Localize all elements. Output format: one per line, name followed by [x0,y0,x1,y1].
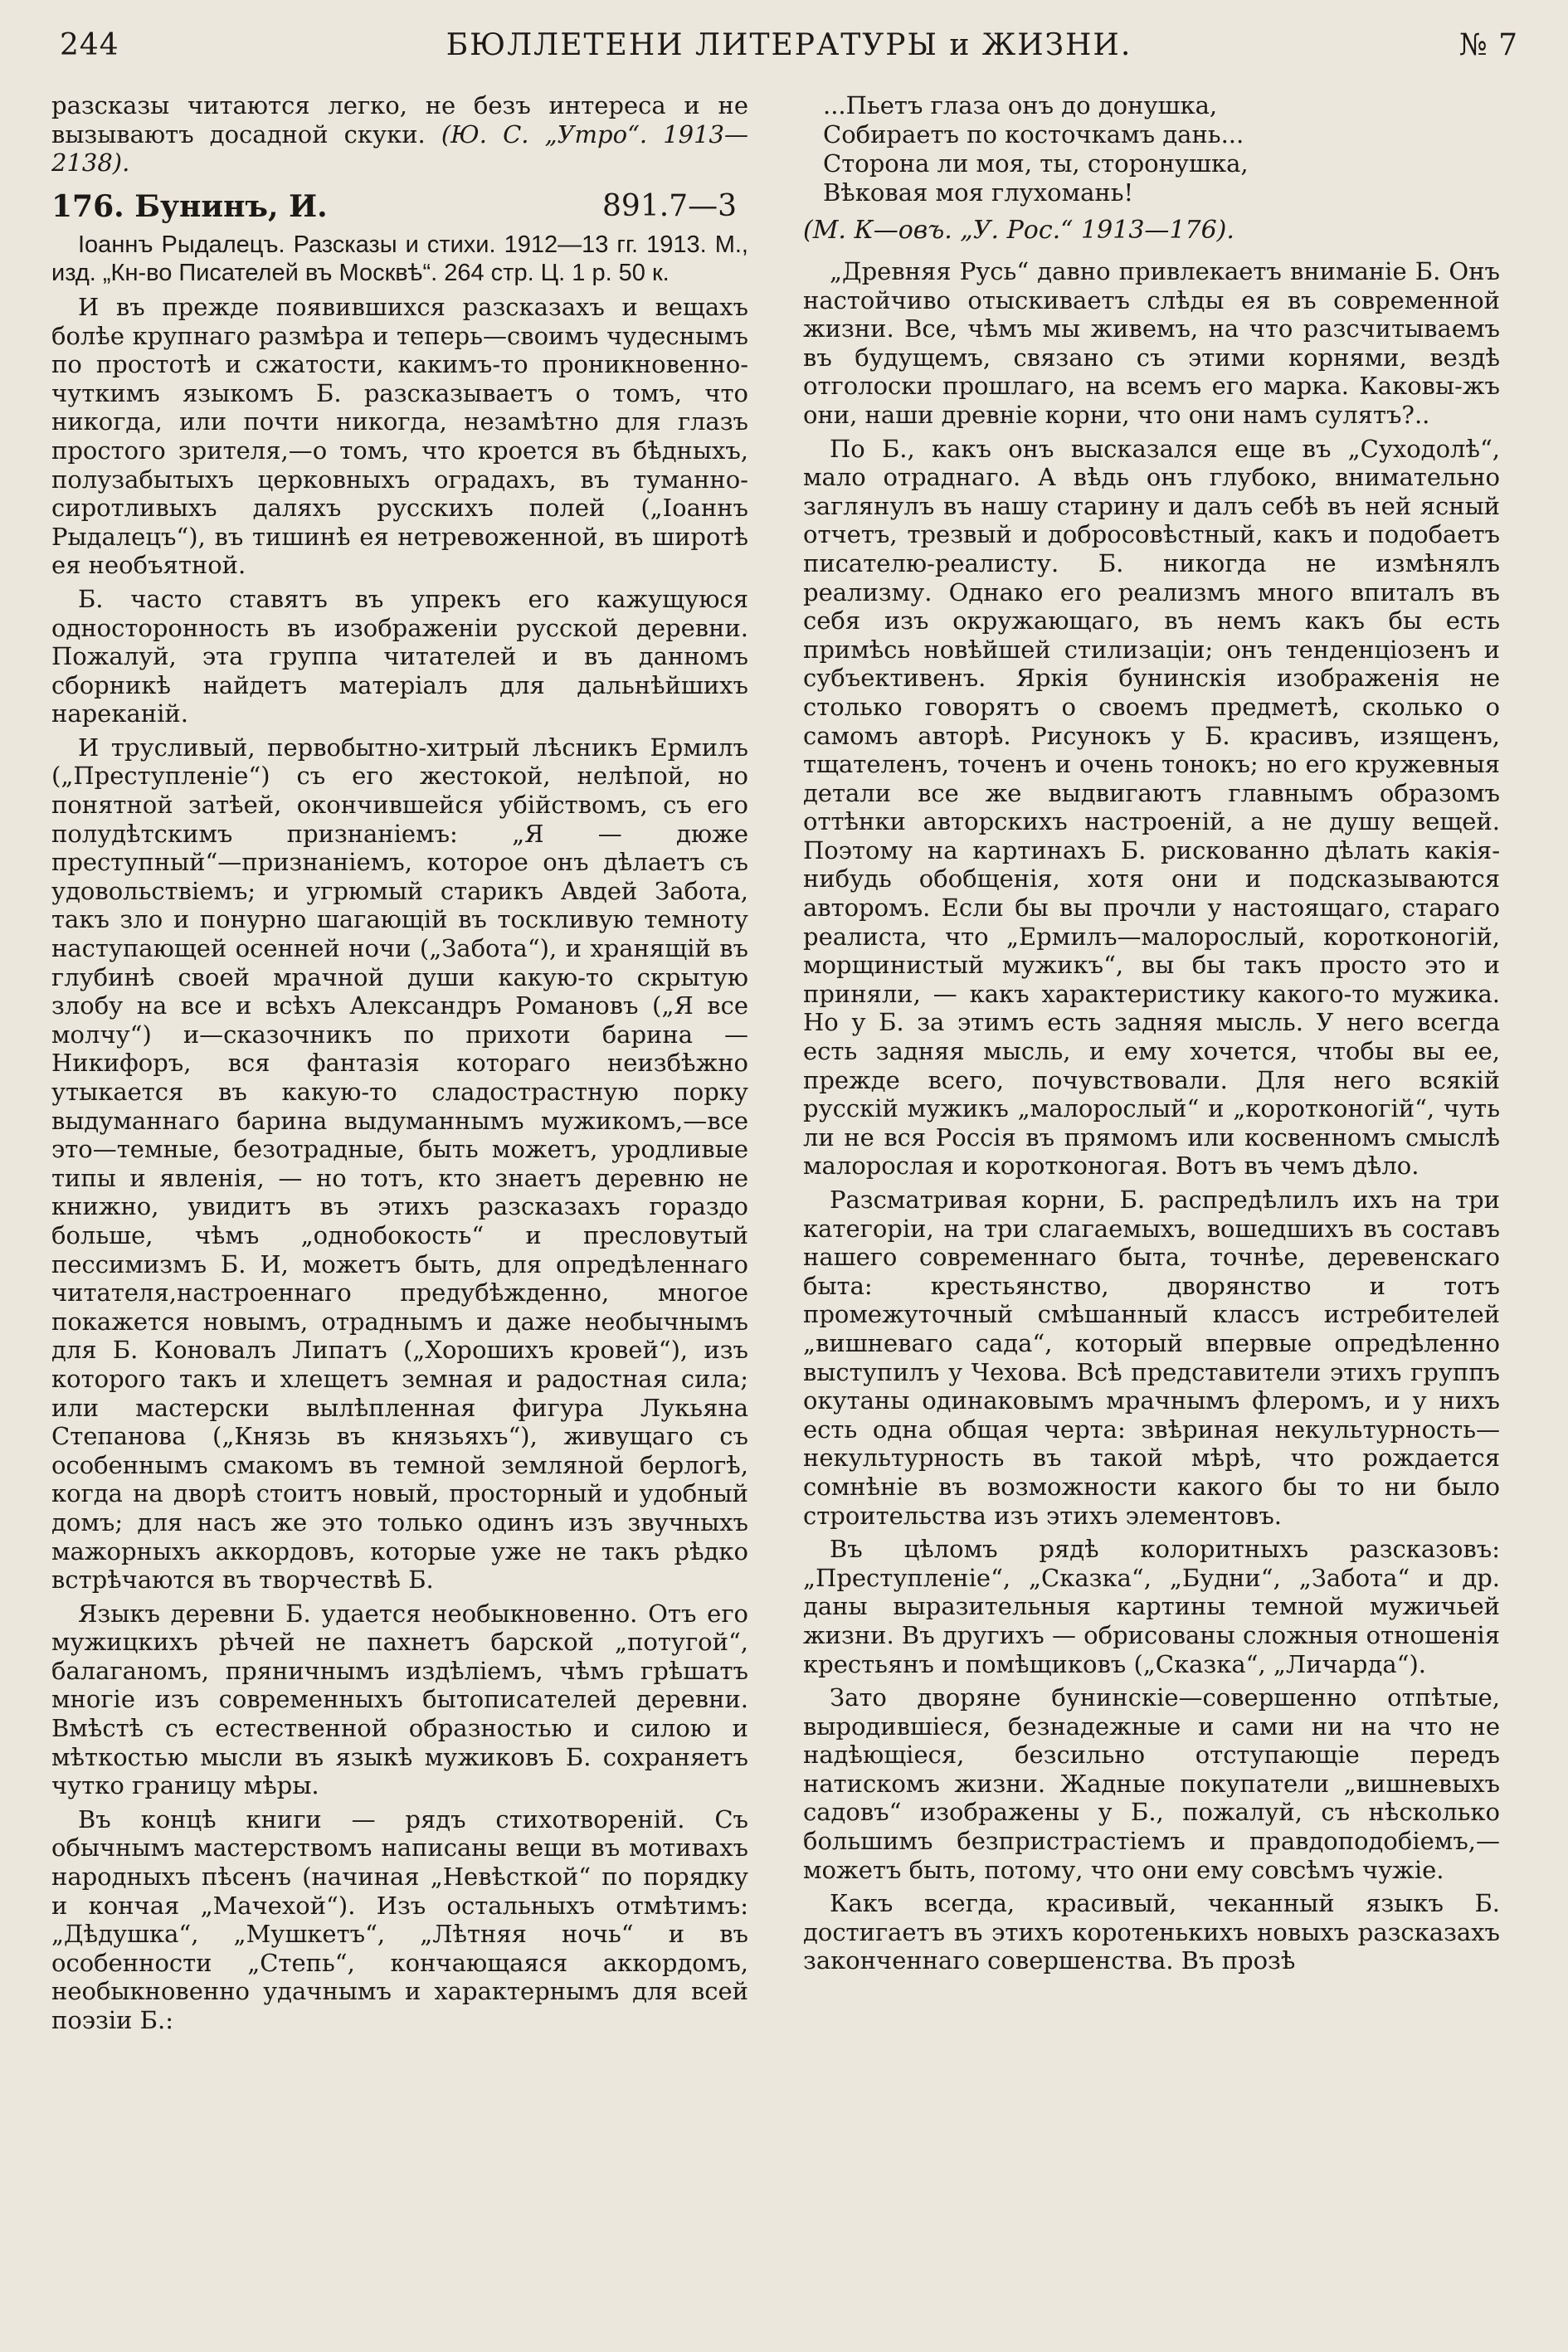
review-paragraph: И трусливый, первобытно-хитрый лѣсникъ Ермилъ („Преступленіе“) съ его жестокой, нелѣпой, но понятной затѣей, окончившейся убійствомъ, съ его полудѣтскимъ признаніемъ: „Я — дюже преступный“—признаніемъ, которое онъ дѣлаетъ съ удовольствіемъ; и угрюмый старикъ Авдей Забота, такъ зло и понурно шагающій въ тоскливую темноту наступающей осенней ночи („Забота“), и хранящій въ глубинѣ своей мрачной души какую-то скрытую злобу на все и всѣхъ Александръ Романовъ („Я все молчу“) и—сказочникъ по прихоти барина — Никифоръ, вся фантазія котораго неизбѣжно утыкается въ какую-то сладострастную порку выдуманнаго барина выдуманнымъ мужикомъ,—все это—темные, безотрадные, быть можетъ, уродливые типы и явленія, — но тотъ, кто знаетъ деревню не книжно, увидитъ въ этихъ разсказахъ гораздо больше, чѣмъ „однобокость“ и пресловутый пессимизмъ Б. И, можетъ быть, для опредѣленнаго читателя,настроеннаго предубѣжденно, многое покажется новымъ, отраднымъ и даже необычнымъ для Б. Коновалъ Липатъ („Хорошихъ кровей“), изъ которого такъ и хлещетъ земная и радостная сила; или мастерски вылѣпленная фигура Лукьяна Степанова („Князь въ князьяхъ“), живущаго съ особеннымъ смакомъ въ темной земляной берлогѣ, когда на дворѣ стоитъ новый, просторный и удобный домъ; для насъ же это только одинъ изъ звучныхъ мажорныхъ аккордовъ, которые уже не такъ рѣдко встрѣчаются въ творчествѣ Б. [51,733,748,1595]
entry-title: 176. Бунинъ, И. [51,188,328,224]
previous-review-end [51,91,748,178]
review-paragraph: Зато дворяне бунинскіе—совершенно отпѣтые, выродившіеся, безнадежные и сами ни на что не надѣющіеся, безсильно отступающіе передъ натискомъ жизни. Жадные покупатели „вишневыхъ садовъ“ изображены у Б., пожалуй, съ нѣсколько большимъ безпристрастіемъ и правдоподобіемъ,—можетъ быть, потому, что они ему совсѣмъ чужіе. [803,1683,1500,1884]
review-paragraph: Въ цѣломъ рядѣ колоритныхъ разсказовъ: „Преступленіе“, „Сказка“, „Будни“, „Забота“ и др. даны выразительныя картины темной мужичьей жизни. Въ другихъ — обрисованы сложныя отношенія крестьянъ и помѣщиковъ („Сказка“, „Личарда“). [803,1535,1500,1678]
review-paragraph: Въ концѣ книги — рядъ стихотвореній. Съ обычнымъ мастерствомъ написаны вещи въ мотивахъ народныхъ пѣсенъ (начиная „Невѣсткой“ по порядку и кончая „Мачехой“). Изъ остальныхъ отмѣтимъ: „Дѣдушка“, „Мушкетъ“, „Лѣтняя ночь“ и въ особенности „Степь“, кончающаяся аккордомъ, необыкновенно удачнымъ и характернымъ для всей поэзіи Б.: [51,1804,748,2034]
poem-quote [823,91,1500,207]
entry-classification: 891.7—3 [602,188,737,223]
previous-review-source: (Ю. С. „Утро“. 1913—2138). [51,119,749,178]
poem-line: ...Пьетъ глаза онъ до донушка, [823,91,1218,119]
review-paragraph: По Б., какъ онъ высказался еще въ „Суходолѣ“, мало отраднаго. А вѣдь онъ глубоко, внимательно заглянулъ въ нашу старину и далъ себѣ въ ней ясный отчетъ, трезвый и добросовѣстный, какъ и подобаетъ писателю-реалисту. Б. никогда не измѣнялъ реализму. Однако его реализмъ много впиталъ въ себя изъ окружающаго, въ немъ какъ бы есть примѣсь новѣйшей стилизаціи; онъ тенденціозенъ и субъективенъ. Яркія бунинскія изображенія не столько говорятъ о своемъ предметѣ, сколько о самомъ авторѣ. Рисунокъ у Б. красивъ, изященъ, тщателенъ, точенъ и очень тонокъ; но его кружевныя детали все же выдвигаютъ главнымъ образомъ оттѣнки авторскихъ настроеній, а не душу вещей. Поэтому на картинахъ Б. рискованно дѣлать какія-нибудь обобщенія, хотя они и подсказываются авторомъ. Если бы вы прочли у настоящаго, стараго реалиста, что „Ермилъ—малорослый, коротконогій, морщинистый мужикъ“, вы бы такъ просто это и приняли, — какъ характеристику какого-то мужика. Но у Б. за этимъ есть задняя мысль. У него всегда есть задняя мысль, и ему хочется, чтобы вы ее, прежде всего, почувствовали. Для него всякій русскій мужикъ „малорослый“ и „коротконогій“, чуть ли не вся Россія въ прямомъ или косвенномъ смыслѣ малорослая и коротконогая. Вотъ въ чемъ дѣло. [803,434,1500,1181]
review-paragraph: „Древняя Русь“ давно привлекаетъ вниманіе Б. Онъ настойчиво отыскиваетъ слѣды ея въ современной жизни. Все, чѣмъ мы живемъ, на что разсчитываемъ въ будущемъ, связано съ этими корнями, вездѣ отголоски прошлаго, на всемъ его марка. Каковы-жъ они, наши древніе корни, что они намъ сулятъ?.. [803,257,1500,429]
left-column [51,91,748,2040]
right-column [803,91,1500,1980]
review-paragraph: Б. часто ставятъ въ упрекъ его кажущуюся односторонность въ изображеніи русской деревни. Пожалуй, эта группа читателей и въ данномъ сборникѣ найдетъ матеріалъ для дальнѣйшихъ нареканій. [51,584,748,728]
review-paragraph: Языкъ деревни Б. удается необыкновенно. Отъ его мужицкихъ рѣчей не пахнетъ барской „потугой“, балаганомъ, пряничнымъ издѣліемъ, чѣмъ грѣшатъ многіе изъ современныхъ бытописателей деревни. Вмѣстѣ съ естественной образностью и силою и мѣткостью мысли въ языкѣ мужиковъ Б. сохраняетъ чутко границу мѣры. [51,1599,748,1800]
running-header [60,23,1518,70]
bibliographic-record: Іоаннъ Рыдалецъ. Разсказы и стихи. 1912—13 гг. 1913. М., изд. „Кн-во Писателей въ Москвѣ“. 264 стр. Ц. 1 р. 50 к. [51,231,748,287]
poem-line: Сторона ли моя, ты, сторонушка, [823,149,1249,178]
poem-line: Вѣковая моя глухомань! [823,178,1134,207]
review-paragraph: Какъ всегда, красивый, чеканный языкъ Б. достигаетъ въ этихъ коротенькихъ новыхъ разсказахъ законченнаго совершенства. Въ прозѣ [803,1889,1500,1975]
poem-line: Собираетъ по косточкамъ дань... [823,120,1244,149]
entry-heading [51,189,748,227]
review-paragraph: Разсматривая корни, Б. распредѣлилъ ихъ на три категоріи, на три слагаемыхъ, вошедшихъ въ составъ нашего современнаго быта, точнѣе, деревенскаго быта: крестьянство, дворянство и тотъ промежуточный смѣшанный классъ истребителей „вишневаго сада“, который впервые опредѣленно выступилъ у Чехова. Всѣ представители этихъ группъ окутаны одинаковымъ мрачнымъ флеромъ, и у нихъ есть одна общая черта: звѣриная некультурность—некультурность въ такой мѣрѣ, что рождается сомнѣніе въ возможности какого бы то ни было строительства изъ этихъ элементовъ. [803,1186,1500,1530]
issue-number: № 7 [1458,28,1518,62]
review-paragraph: И въ прежде появившихся разсказахъ и вещахъ болѣе крупнаго размѣра и теперь—своимъ чудеснымъ по простотѣ и сжатости, какимъ-то проникновенно-чуткимъ языкомъ Б. разсказываетъ о томъ, что никогда, или почти никогда, незамѣтно для глазъ простого зрителя,—о томъ, что кроется въ бѣдныхъ, полузабытыхъ церковныхъ оградахъ, въ туманно-сиротливыхъ даляхъ русскихъ полей („Іоаннъ Рыдалецъ“), въ тишинѣ ея нетревоженной, въ широтѣ ея необъятной. [51,292,748,580]
review-source: (М. К—овъ. „У. Рос.“ 1913—176). [803,216,1234,245]
previous-review-text: разсказы читаются легко, не безъ интереса и не вызываютъ досадной скуки. [51,91,748,149]
page-number: 244 [60,28,119,62]
journal-title: БЮЛЛЕТЕНИ ЛИТЕРАТУРЫ и ЖИЗНИ. [446,28,1132,62]
